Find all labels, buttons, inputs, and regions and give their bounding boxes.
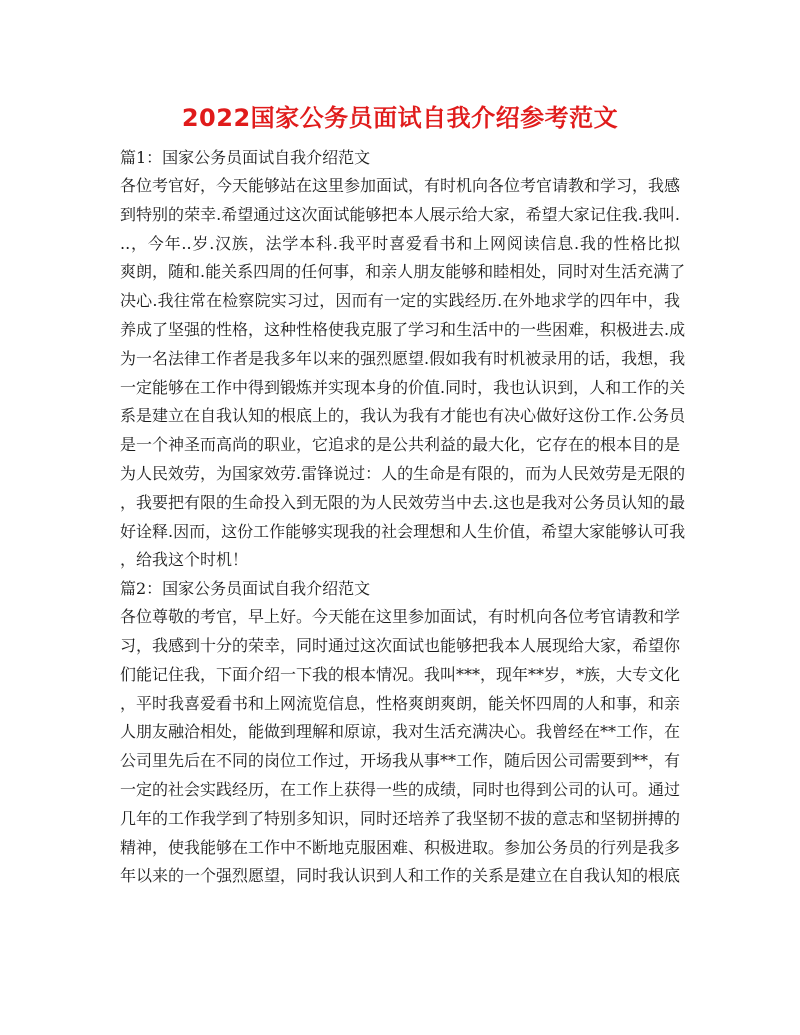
paragraph-line: ，平时我喜爱看书和上网流览信息，性格爽朗爽朗，能关怀四周的人和事，和亲 [120,693,681,713]
paragraph-line: 各位考官好，今天能够站在这里参加面试，有时机向各位考官请教和学习，我感 [120,176,681,195]
paragraph-line: 习，我感到十分的荣幸，同时通过这次面试也能够把我本人展现给大家，希望你 [120,635,681,655]
paragraph-line: ..，今年..岁.汉族，法学本科.我平时喜爱看书和上网阅读信息.我的性格比拟 [120,233,680,253]
paragraph-line: 为一名法律工作者是我多年以来的强烈愿望.假如我有时机被录用的话，我想，我 [120,348,686,368]
section-heading: 篇2：国家公务员面试自我介绍范文 [120,579,371,599]
paragraph-line: 各位尊敬的考官，早上好。今天能在这里参加面试，有时机向各位考官请教和学 [120,607,681,627]
section-paragraph [120,603,680,891]
paragraph-line: 好诠释.因而，这份工作能够实现我的社会理想和人生价值，希望大家能够认可我 [120,521,686,541]
paragraph-line: 养成了坚强的性格，这种性格使我克服了学习和生活中的一些困难，积极进去.成 [120,319,686,339]
paragraph-line: 人朋友融洽相处，能做到理解和原谅，我对生活充满决心。我曾经在**工作，在 [120,722,681,742]
paragraph-line: 年以来的一个强烈愿望，同时我认识到人和工作的关系是建立在自我认知的根底 [120,866,681,886]
paragraph-line: 系是建立在自我认知的根底上的，我认为我有才能也有决心做好这份工作.公务员 [120,406,686,426]
paragraph-line: 一定的社会实践经历，在工作上获得一些的成绩，同时也得到公司的认可。通过 [120,779,681,799]
paragraph-line: 公司里先后在不同的岗位工作过，开场我从事**工作，随后因公司需要到**，有 [120,751,681,771]
paragraph-line: 是一个神圣而高尚的职业，它追求的是公共利益的最大化，它存在的根本目的是 [120,435,681,455]
paragraph-line: 几年的工作我学到了特别多知识，同时还培养了我坚韧不拔的意志和坚韧拼搏的 [120,808,681,828]
section-heading: 篇1：国家公务员面试自我介绍范文 [120,148,371,167]
document-title: 2022国家公务员面试自我介绍参考范文 [181,104,619,132]
paragraph-line: 一定能够在工作中得到锻炼并实现本身的价值.同时，我也认识到，人和工作的关 [120,377,686,397]
paragraph-line: 爽朗，随和.能关系四周的任何事，和亲人朋友能够和睦相处，同时对生活充满了 [120,262,686,282]
paragraph-line: 们能记住我，下面介绍一下我的根本情况。我叫***，现年**岁，*族，大专文化 [120,664,681,684]
document-body [120,144,686,891]
paragraph-line: 精神，使我能够在工作中不断地克服困难、积极进取。参加公务员的行列是我多 [120,837,681,857]
document-page [120,96,686,891]
paragraph-line: ，我要把有限的生命投入到无限的为人民效劳当中去.这也是我对公务员认知的最 [120,492,686,512]
paragraph-line: 决心.我往常在检察院实习过，因而有一定的实践经历.在外地求学的四年中，我 [120,291,680,311]
paragraph-line: 为人民效劳，为国家效劳.雷锋说过：人的生命是有限的，而为人民效劳是无限的 [120,463,686,483]
paragraph-line: 到特别的荣幸.希望通过这次面试能够把本人展示给大家，希望大家记住我.我叫. [120,204,680,224]
section-paragraph [120,172,686,575]
paragraph-line: ，给我这个时机！ [120,550,249,570]
